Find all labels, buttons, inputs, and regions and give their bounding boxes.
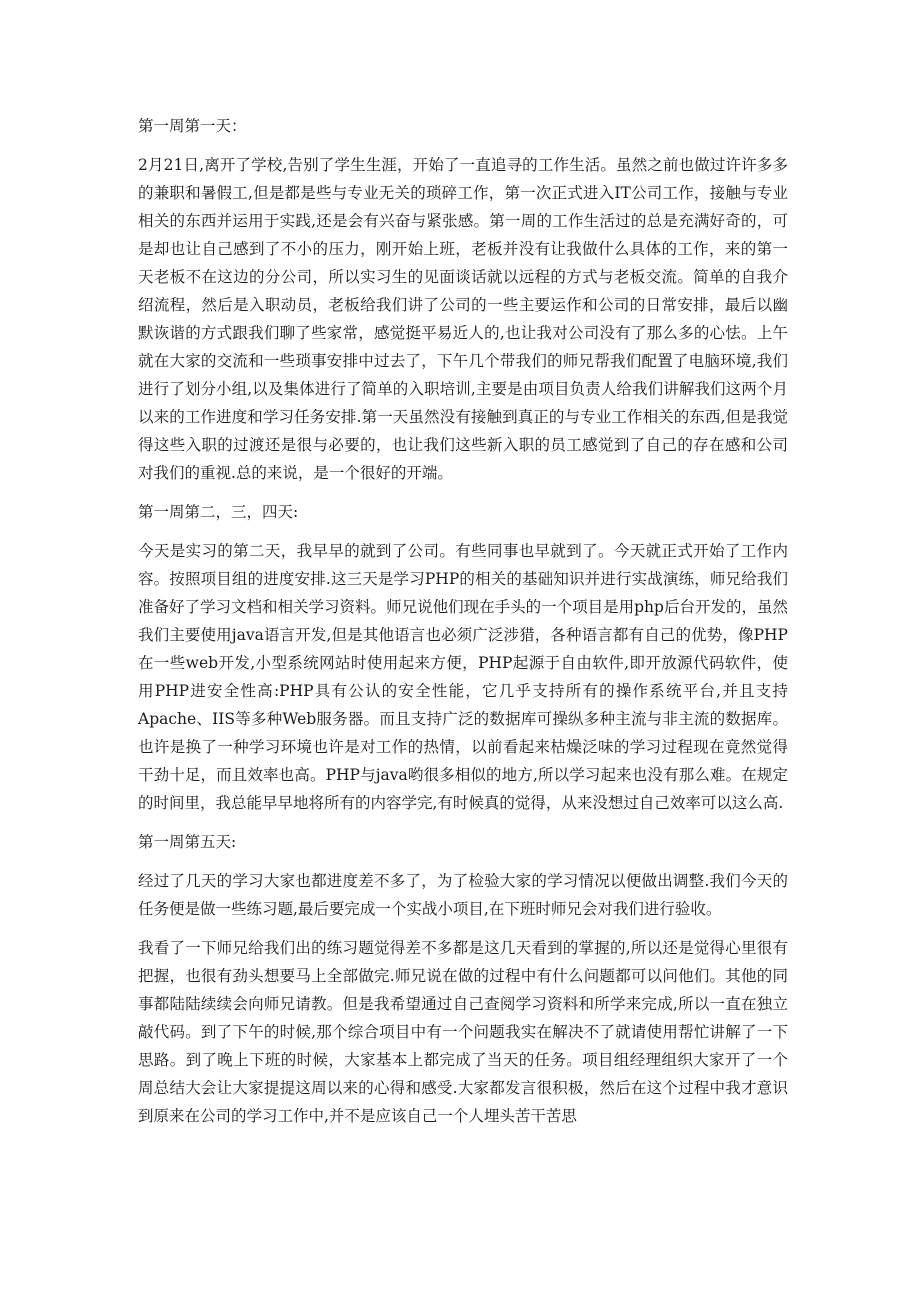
body-paragraph: 今天是实习的第二天，我早早的就到了公司。有些同事也早就到了。今天就正式开始了工作内容。按照项目组的进度安排.这三天是学习PHP的相关的基础知识并进行实战演练，师兄给我们准备好了学习文档和相关学习资料。师兄说他们现在手头的一个项目是用php后台开发的，虽然我们主要使用java语言开发,但是其他语言也必须广泛涉猎，各种语言都有自己的优势，像PHP在一些web开发,小型系统网站时使用起来方便，PHP起源于自由软件,即开放源代码软件，使用PHP进安全性高:PHP具有公认的安全性能，它几乎支持所有的操作系统平台,并且支持Apache、IIS等多种Web服务器。而且支持广泛的数据库可操纵多种主流与非主流的数据库。也许是换了一种学习环境也许是对工作的热情，以前看起来枯燥泛味的学习过程现在竟然觉得干劲十足，而且效率也高。PHP与java哟很多相似的地方,所以学习起来也没有那么难。在规定的时间里，我总能早早地将所有的内容学完,有时候真的觉得，从来没想过自己效率可以这么高.: [138, 542, 788, 812]
body-paragraph: 2月21日,离开了学校,告别了学生生涯，开始了一直追寻的工作生活。虽然之前也做过许许多多的兼职和暑假工,但是都是些与专业无关的琐碎工作，第一次正式进入IT公司工作，接触与专业相关的东西并运用于实践,还是会有兴奋与紧张感。第一周的工作生活过的总是充满好奇的，可是却也让自己感到了不小的压力，刚开始上班，老板并没有让我做什么具体的工作，来的第一天老板不在这边的分公司，所以实习生的见面谈话就以远程的方式与老板交流。简单的自我介绍流程，然后是入职动员，老板给我们讲了公司的一些主要运作和公司的日常安排，最后以幽默诙谐的方式跟我们聊了些家常，感觉挺平易近人的,也让我对公司没有了那么多的心怯。上午就在大家的交流和一些琐事安排中过去了，下午几个带我们的师兄帮我们配置了电脑环境,我们进行了划分小组,以及集体进行了简单的入职培训,主要是由项目负责人给我们讲解我们这两个月以来的工作进度和学习任务安排.第一天虽然没有接触到真正的与专业工作相关的东西,但是我觉得这些入职的过渡还是很与必要的，也让我们这些新入职的员工感觉到了自己的存在感和公司对我们的重视.总的来说，是一个很好的开端。: [138, 156, 788, 482]
body-paragraph: 经过了几天的学习大家也都进度差不多了，为了检验大家的学习情况以便做出调整.我们今天的任务便是做一些练习题,最后要完成一个实战小项目,在下班时师兄会对我们进行验收。: [138, 872, 788, 918]
section-heading: 第一周第二，三，四天:: [138, 503, 299, 521]
body-paragraph: 我看了一下师兄给我们出的练习题觉得差不多都是这几天看到的掌握的,所以还是觉得心里很有把握，也很有劲头想要马上全部做完.师兄说在做的过程中有什么问题都可以问他们。其他的同事都陆陆续续会向师兄请教。但是我希望通过自己查阅学习资料和所学来完成,所以一直在独立敲代码。到了下午的时候,那个综合项目中有一个问题我实在解决不了就请使用帮忙讲解了一下思路。到了晚上下班的时候，大家基本上都完成了当天的任务。项目组经理组织大家开了一个周总结大会让大家提提这周以来的心得和感受.大家都发言很积极，然后在这个过程中我才意识到原来在公司的学习工作中,并不是应该自己一个人埋头苦干苦思: [138, 939, 788, 1125]
document-body: [138, 112, 788, 1141]
section-heading: 第一周第一天：: [138, 117, 247, 135]
section-heading: 第一周第五天:: [138, 833, 237, 851]
